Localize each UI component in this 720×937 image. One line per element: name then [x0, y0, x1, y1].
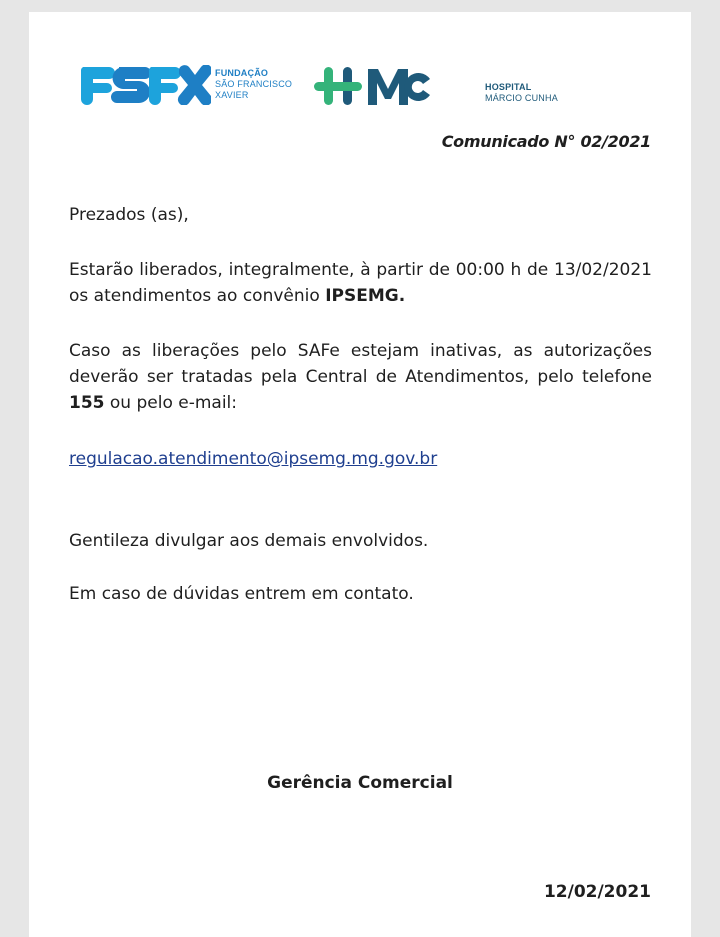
fsfx-line-3: XAVIER [215, 90, 249, 100]
paragraph-share: Gentileza divulgar aos demais envolvidos. [69, 531, 429, 551]
phone-number: 155 [69, 393, 105, 413]
hmc-line-1: HOSPITAL [485, 82, 532, 92]
paragraph-contact: Em caso de dúvidas entrem em contato. [69, 584, 414, 604]
hmc-logo-text [485, 82, 558, 104]
fsfx-logo [81, 65, 211, 105]
paragraph-authorization [69, 338, 652, 416]
fsfx-line-2: SÃO FRANCISCO [215, 79, 293, 89]
signature: Gerência Comercial [267, 773, 453, 793]
document-date: 12/02/2021 [543, 882, 651, 902]
paragraph-release [69, 257, 652, 309]
hmc-line-2: MÁRCIO CUNHA [485, 93, 558, 103]
document-page [29, 12, 691, 937]
paragraph-authorization-tail: ou pelo e-mail: [104, 393, 238, 413]
fsfx-line-1: FUNDAÇÃO [215, 68, 269, 78]
insurer-name: IPSEMG. [325, 286, 406, 306]
hmc-logo [312, 65, 482, 109]
fsfx-logo-text [215, 68, 292, 101]
greeting: Prezados (as), [69, 205, 189, 225]
email-link[interactable]: regulacao.atendimento@ipsemg.mg.gov.br [69, 449, 438, 469]
communique-reference: Comunicado N° 02/2021 [441, 132, 651, 151]
paragraph-authorization-text: Caso as liberações pelo SAFe estejam inativas, as autorizações deverão ser tratadas pela Central de Atendimentos, pelo telefone [69, 341, 652, 387]
paragraph-release-text: Estarão liberados, integralmente, à partir de 00:00 h de 13/02/2021 os atendimentos ao convênio [69, 260, 652, 306]
